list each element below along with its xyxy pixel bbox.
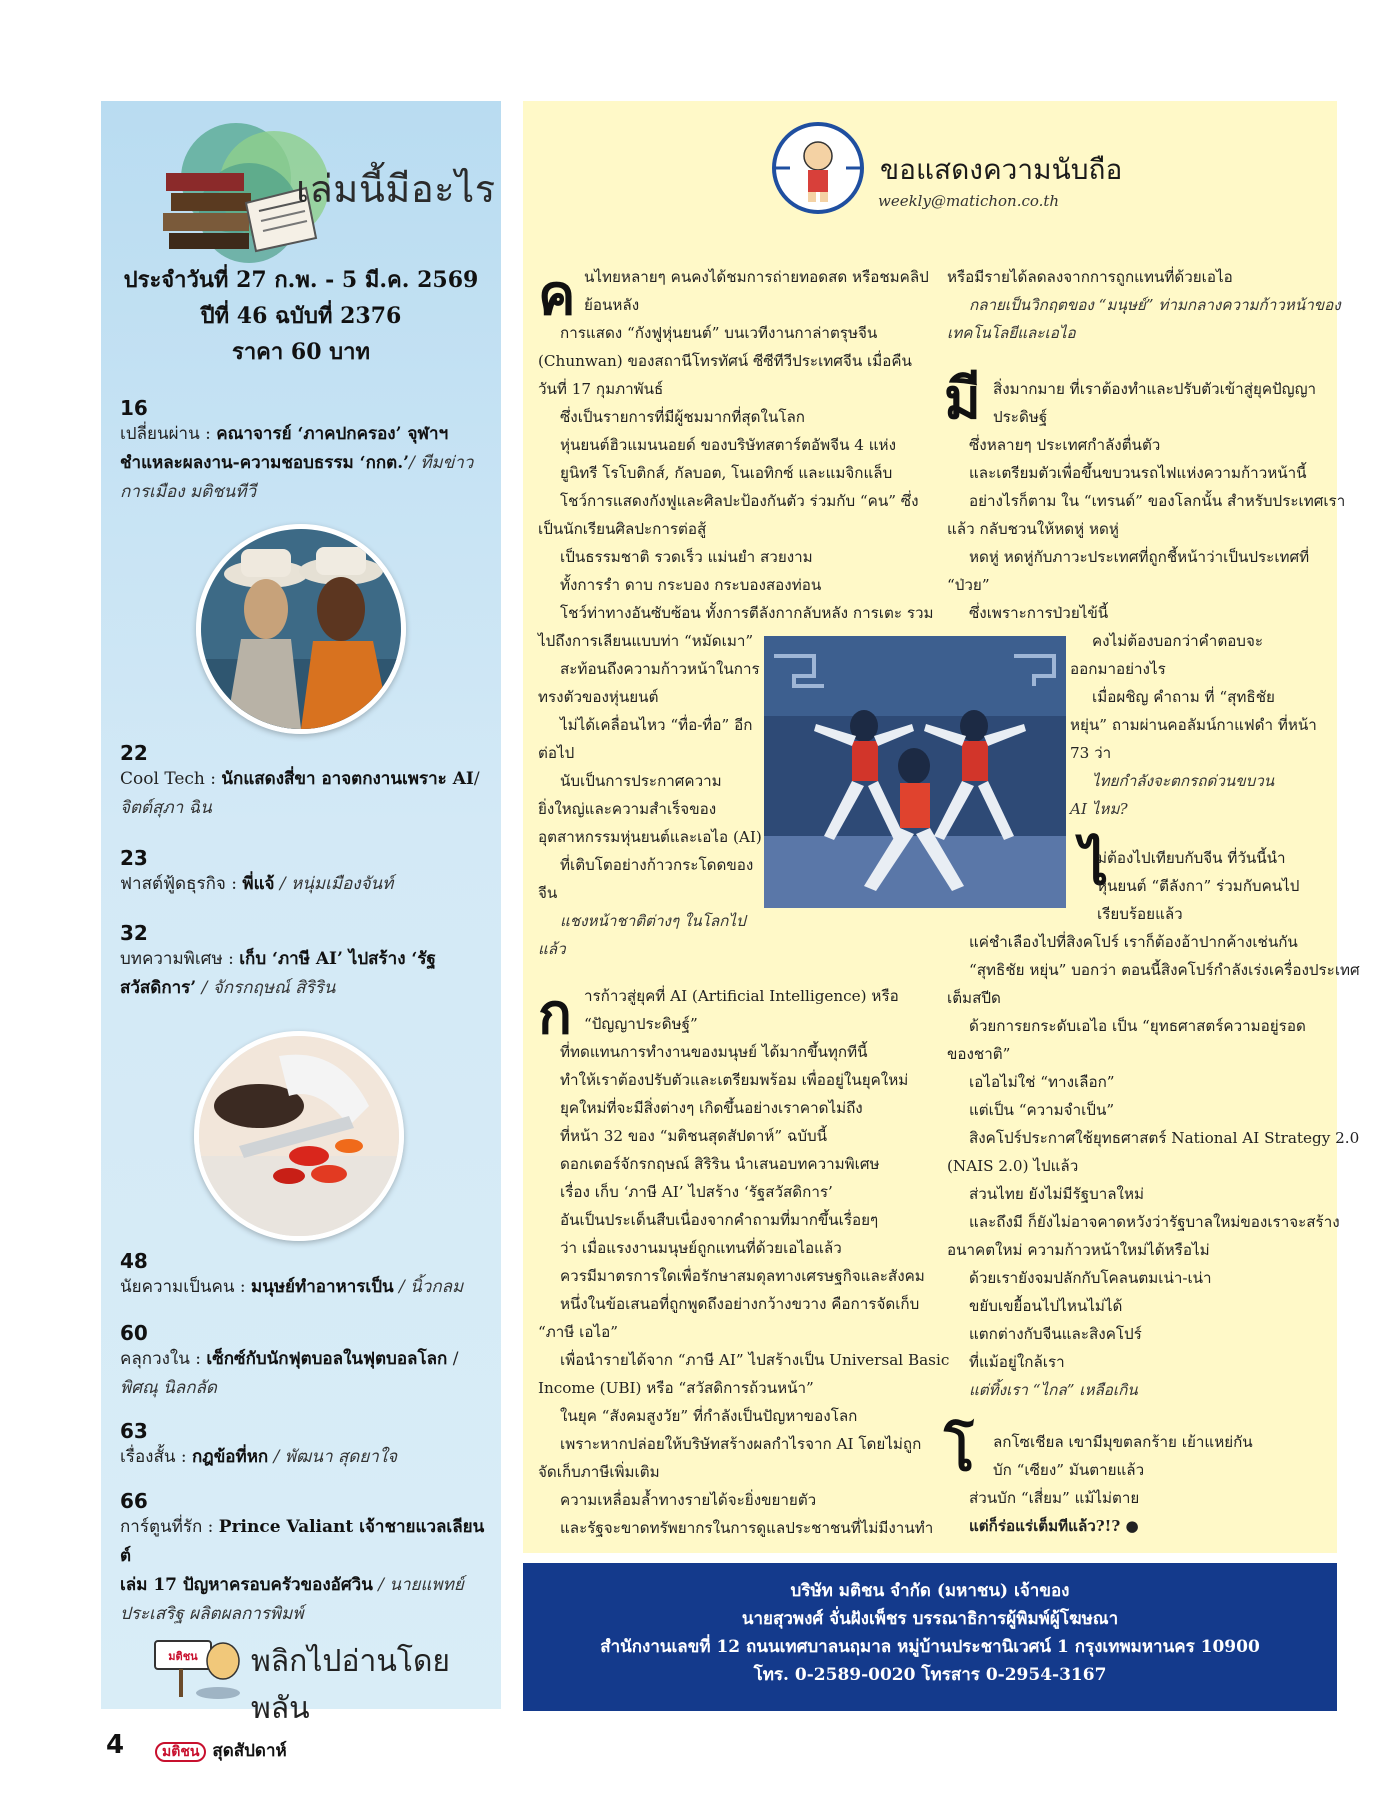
article-line: หดหู่ หดหู่กับภาวะประเทศที่ถูกชี้หน้าว่าเป็นประเทศที่ <box>969 548 1310 566</box>
article-line: ว่า เมื่อแรงงานมนุษย์ถูกแทนที่ด้วยเอไอแล้ว <box>560 1239 842 1257</box>
article-line: เรื่อง เก็บ ‘ภาษี AI’ ไปสร้าง ‘รัฐสวัสดิการ’ <box>560 1183 833 1201</box>
article-line: ยูนิทรี โรโบติกส์, กัลบอต, โนเอทิกซ์ และแมจิกแล็บ <box>560 464 893 482</box>
contents-title: เล่มนี้มีอะไร <box>296 167 496 211</box>
issue-date: ประจำวันที่ 27 ก.พ. - 5 มี.ค. 2569 <box>123 267 479 293</box>
article-line: เป็นธรรมชาติ รวดเร็ว แม่นยำ สวยงาม <box>560 548 813 566</box>
article-line: แค่ชำเลืองไปที่สิงคโปร์ เราก็ต้องอ้าปากค้างเช่นกัน <box>969 933 1298 951</box>
article-line: ซึ่งเพราะการป่วยไข้นี้ <box>969 604 1109 622</box>
editor-email[interactable]: weekly@matichon.co.th <box>878 192 1060 210</box>
article-line: ออกมาอย่างไร <box>1070 660 1166 678</box>
article-line: จัดเก็บภาษีเพิ่มเติม <box>538 1463 660 1481</box>
contents-item[interactable]: 32 บทความพิเศษ : เก็บ ‘ภาษี AI’ ไปสร้าง ‘รัฐ สวัสดิการ’ / จักรกฤษณ์ สิริริน <box>120 921 490 1003</box>
article-line: ไปถึงการเลียนแบบท่า “หมัดเมา” <box>538 632 754 650</box>
article-line: ขยับเขยื้อนไปไหนไม่ได้ <box>969 1297 1123 1315</box>
article-line: “ปัญญาประดิษฐ์” <box>584 1015 698 1033</box>
article-line: การแสดง “กังฟูหุ่นยนต์” บนเวทีงานกาล่าตรุษจีน <box>560 324 878 342</box>
brand-text: สุดสัปดาห์ <box>212 1741 287 1761</box>
publisher-line: สำนักงานเลขที่ 12 ถนนเทศบาลนฤมาล หมู่บ้านประชานิเวศน์ 1 กรุงเทพมหานคร 10900 <box>600 1637 1260 1657</box>
editorial-title: ขอแสดงความนับถือ <box>880 153 1123 186</box>
contents-item[interactable]: 48 นัยความเป็นคน : มนุษย์ทำอาหารเป็น / นิ้วกลม <box>120 1249 490 1302</box>
article-line: Income (UBI) หรือ “สวัสดิการถ้วนหน้า” <box>538 1379 814 1397</box>
article-line: หุ่นยนต์ฮิวแมนนอยด์ ของบริษัทสตาร์ตอัพจีน 4 แห่ง <box>560 436 896 454</box>
issue-number: ปีที่ 46 ฉบับที่ 2376 <box>200 303 402 329</box>
article-line: ความเหลื่อมล้ำทางรายได้จะยิ่งขยายตัว <box>560 1491 817 1509</box>
article-line: หรือมีรายได้ลดลงจากการถูกแทนที่ด้วยเอไอ <box>947 268 1233 286</box>
article-line: ของชาติ” <box>947 1045 1011 1063</box>
article-line: ในยุค “สังคมสูงวัย” ที่กำลังเป็นปัญหาของโลก <box>560 1407 858 1425</box>
article-line: 73 ว่า <box>1070 744 1112 762</box>
article-line: เรียบร้อยแล้ว <box>1097 905 1183 923</box>
article-line: แล้ว <box>538 940 566 958</box>
publisher-line: บริษัท มติชน จำกัด (มหาชน) เจ้าของ <box>790 1581 1070 1601</box>
article-line: เพื่อนำรายได้จาก “ภาษี AI” ไปสร้างเป็น Universal Basic <box>560 1351 950 1369</box>
article-line: จีน <box>538 884 558 902</box>
contents-page-number: 22 <box>120 741 148 765</box>
article-column-2c <box>947 844 1360 1404</box>
article-line: และถึงมี ก็ยังไม่อาจคาดหวังว่ารัฐบาลใหม่ของเราจะสร้าง <box>969 1213 1340 1231</box>
article-line: ยิ่งใหญ่และความสำเร็จของ <box>538 800 717 818</box>
contents-sidebar <box>101 101 501 1726</box>
article-line: แต่ทิ้งเรา “ไกล” เหลือเกิน <box>969 1381 1138 1399</box>
contents-page-number: 48 <box>120 1249 148 1273</box>
article-line: เทคโนโลยีและเอไอ <box>947 324 1076 342</box>
article-line: โชว์การแสดงกังฟูและศิลปะป้องกันตัว ร่วมกับ “คน” ซึ่ง <box>560 492 919 510</box>
article-line: ม่ต้องไปเทียบกับจีน ที่วันนี้นำ <box>1097 849 1286 867</box>
contents-page-number: 63 <box>120 1419 148 1443</box>
article-line: ารก้าวสู่ยุคที่ AI (Artificial Intelligence) หรือ <box>584 987 899 1005</box>
dropcap: มี <box>944 367 981 432</box>
article-line: แต่เป็น “ความจำเป็น” <box>969 1101 1115 1119</box>
mascot-sign-label: มติชน <box>168 1650 198 1663</box>
dropcap: ค <box>538 263 576 328</box>
article-column-1b <box>538 982 950 1542</box>
contents-item[interactable]: 63 เรื่องสั้น : กฎข้อที่หก / พัฒนา สุดยาใจ <box>120 1419 490 1472</box>
article-column-2 <box>947 263 1341 347</box>
article-line: หยุ่น” ถามผ่านคอลัมน์กาแฟดำ ที่หน้า <box>1070 716 1317 734</box>
article-line: ที่ทดแทนการทำงานของมนุษย์ ได้มากขึ้นทุกทีนี้ <box>560 1043 868 1061</box>
article-line: ไม่ได้เคลื่อนไหว “ทื่อ-ทื่อ” อีก <box>560 716 753 734</box>
article-line: ด้วยเรายังจมปลักกับโคลนตมเน่า-เน่า <box>969 1269 1212 1287</box>
article-line: เป็นนักเรียนศิลปะการต่อสู้ <box>538 520 707 538</box>
article-line: สะท้อนถึงความก้าวหน้าในการ <box>560 660 760 678</box>
dropcap: ก <box>538 982 572 1047</box>
article-line: ดอกเตอร์จักรกฤษณ์ สิริริน นำเสนอบทความพิเศษ <box>560 1155 880 1173</box>
article-line: อย่างไรก็ตาม ใน “เทรนด์” ของโลกนั้น สำหรับประเทศเรา <box>969 492 1346 510</box>
article-line: แตกต่างกับจีนและสิงคโปร์ <box>969 1325 1142 1343</box>
article-line: “ป่วย” <box>947 576 990 594</box>
article-line: และรัฐจะขาดทรัพยากรในการดูแลประชาชนที่ไม่มีงานทำ <box>560 1519 934 1537</box>
article-line: เพราะหากปล่อยให้บริษัทสร้างผลกำไรจาก AI โดยไม่ถูก <box>560 1435 922 1453</box>
article-line: อุตสาหกรรมหุ่นยนต์และเอไอ (AI) <box>538 828 762 846</box>
contents-item[interactable]: 23 ฟาสต์ฟู้ดธุรกิจ : พี่แจ้ / หนุ่มเมืองจันท์ <box>120 846 490 899</box>
contents-page-number: 32 <box>120 921 148 945</box>
dropcap: โ <box>944 1419 975 1484</box>
article-line: ทั้งการรำ ดาบ กระบอง กระบองสองท่อน <box>560 576 822 594</box>
article-line: ด้วยการยกระดับเอไอ เป็น “ยุทธศาสตร์ความอยู่รอด <box>969 1017 1306 1035</box>
publisher-line: โทร. 0-2589-0020 โทรสาร 0-2954-3167 <box>753 1665 1107 1685</box>
cooking-photo <box>194 1031 404 1241</box>
mascot-sign <box>153 1631 243 1701</box>
article-line: หุ่นยนต์ “ตีลังกา” ร่วมกับคนไป <box>1097 877 1300 895</box>
article-line: AI ไหม? <box>1070 800 1128 818</box>
article-line: บัก “เซียง” มันตายแล้ว <box>993 1461 1145 1479</box>
article-line: ทำให้เราต้องปรับตัวและเตรียมพร้อม เพื่ออยู่ในยุคใหม่ <box>560 1071 909 1089</box>
flip-to-read-label: พลิกไปอ่านโดยพลัน <box>251 1644 450 1726</box>
article-line: สิงคโปร์ประกาศใช้ยุทธศาสตร์ National AI Strategy 2.0 <box>969 1129 1360 1147</box>
article-line: หนึ่งในข้อเสนอที่ถูกพูดถึงอย่างกว้างขวาง คือการจัดเก็บ <box>560 1295 920 1313</box>
article-line: อันเป็นประเด็นสืบเนื่องจากคำถามที่มากขึ้นเรื่อยๆ <box>560 1211 879 1229</box>
article-line: เต็มสปีด <box>947 989 1001 1007</box>
article-line: นับเป็นการประกาศความ <box>560 772 722 790</box>
article-line: “ภาษี เอไอ” <box>538 1323 618 1341</box>
page-number: 4 <box>106 1730 125 1760</box>
editor-logo <box>772 122 864 214</box>
article-line: ต่อไป <box>538 744 575 762</box>
article-line: ทรงตัวของหุ่นยนต์ <box>538 688 659 706</box>
contents-page-number: 66 <box>120 1489 148 1513</box>
contents-page-number: 16 <box>120 396 148 420</box>
publisher-line: นายสุวพงศ์ จั่นฝังเพ็ชร บรรณาธิการผู้พิมพ์ผู้โฆษณา <box>741 1609 1119 1629</box>
article-line: ย้อนหลัง <box>584 296 640 314</box>
dropcap: ไ <box>1080 833 1109 898</box>
article-line: สิ่งมากมาย ที่เราต้องทำและปรับตัวเข้าสู่ยุคปัญญา <box>993 380 1317 398</box>
article-line: และเตรียมตัวเพื่อขึ้นขบวนรถไฟแห่งความก้าวหน้านี้ <box>969 464 1307 482</box>
article-line: แชงหน้าชาติต่างๆ ในโลกไป <box>560 912 746 930</box>
article-line: “สุทธิชัย หยุ่น” บอกว่า ตอนนี้สิงคโปร์กำลังเร่งเครื่องประเทศ <box>969 961 1360 979</box>
article-line: ส่วนไทย ยังไม่มีรัฐบาลใหม่ <box>969 1185 1144 1203</box>
brand-badge: มติชน <box>155 1742 206 1762</box>
article-line: ที่แม้อยู่ใกล้เรา <box>969 1353 1065 1371</box>
article-line: โชว์ท่าทางอันซับซ้อน ทั้งการตีลังกากลับหลัง การเตะ รวม <box>560 604 934 622</box>
article-line: ซึ่งหลายๆ ประเทศกำลังตื่นตัว <box>969 436 1161 454</box>
contents-item[interactable]: 60 คลุกวงใน : เซ็กซ์กับนักฟุตบอลในฟุตบอลโลก / พิศณุ นิลกลัด <box>120 1321 490 1403</box>
article-line: ที่เติบโตอย่างก้าวกระโดดของ <box>560 856 754 874</box>
contents-page-number: 60 <box>120 1321 148 1345</box>
article-column-2d <box>947 1428 1327 1540</box>
article-line: แล้ว กลับชวนให้หดหู่ หดหู่ <box>947 520 1119 538</box>
contents-item[interactable]: 66 การ์ตูนที่รัก : Prince Valiant เจ้าชายแวลเลียนต์ เล่ม 17 ปัญหาครอบครัวของอัศวิน / นายแพทย์ ประเสริฐ ผลิตผลการพิมพ์ <box>120 1489 490 1629</box>
issue-price: ราคา 60 บาท <box>232 339 370 365</box>
contents-page-number: 23 <box>120 846 148 870</box>
article-line: กลายเป็นวิกฤตของ “มนุษย์” ท่ามกลางความก้าวหน้าของ <box>969 296 1341 314</box>
article-line: ประดิษฐ์ <box>993 408 1048 426</box>
article-line: (NAIS 2.0) ไปแล้ว <box>947 1157 1079 1175</box>
article-line: วันที่ 17 กุมภาพันธ์ <box>538 380 664 398</box>
article-line: ไทยกำลังจะตกรถด่วนขบวน <box>1092 772 1275 790</box>
article-line: ซึ่งเป็นรายการที่มีผู้ชมมากที่สุดในโลก <box>560 408 805 426</box>
article-line: ที่หน้า 32 ของ “มติชนสุดสัปดาห์” ฉบับนี้ <box>560 1127 828 1145</box>
article-line: เมื่อผชิญ คำถาม ที่ “สุทธิชัย <box>1092 688 1275 706</box>
article-line: เอไอไม่ใช่ “ทางเลือก” <box>969 1073 1115 1091</box>
contents-item[interactable]: 22 Cool Tech : นักแสดงสี่ขา อาจตกงานเพราะ AI/ จิตต์สุภา ฉิน <box>120 741 490 823</box>
publisher-box <box>523 1563 1337 1711</box>
contents-item[interactable]: 16 เปลี่ยนผ่าน : คณาจารย์ ‘ภาคปกครอง’ จุฬาฯ ชำแหละผลงาน-ความชอบธรรม ‘กกต.’/ ทีมข่าว การเมือง มติชนทีวี <box>120 396 490 507</box>
article-line: ส่วนบัก “เสี่ยม” แม้ไม่ตาย <box>969 1489 1140 1507</box>
dogs-photo <box>196 524 406 734</box>
article-line: (Chunwan) ของสถานีโทรทัศน์ ซีซีทีวีประเทศจีน เมื่อคืน <box>538 352 912 370</box>
magazine-brand <box>155 1737 287 1764</box>
article-line: ลกโซเชียล เขามีมุขตลกร้าย เย้าแหย่กัน <box>993 1433 1253 1451</box>
article-line: ยุคใหม่ที่จะมีสิ่งต่างๆ เกิดขึ้นอย่างเราคาดไม่ถึง <box>560 1099 863 1117</box>
article-line: นไทยหลายๆ คนคงได้ชมการถ่ายทอดสด หรือชมคลิป <box>584 268 929 286</box>
article-line: อนาคตใหม่ ความก้าวหน้าใหม่ได้หรือไม่ <box>947 1241 1210 1259</box>
article-column-2b <box>947 375 1346 823</box>
article-line: คงไม่ต้องบอกว่าคำตอบจะ <box>1092 632 1264 650</box>
article-line: แต่ก็ร่อแร่เต็มทีแล้ว?!? ● <box>969 1517 1139 1535</box>
article-line: ควรมีมาตรการใดเพื่อรักษาสมดุลทางเศรษฐกิจและสังคม <box>560 1267 925 1285</box>
